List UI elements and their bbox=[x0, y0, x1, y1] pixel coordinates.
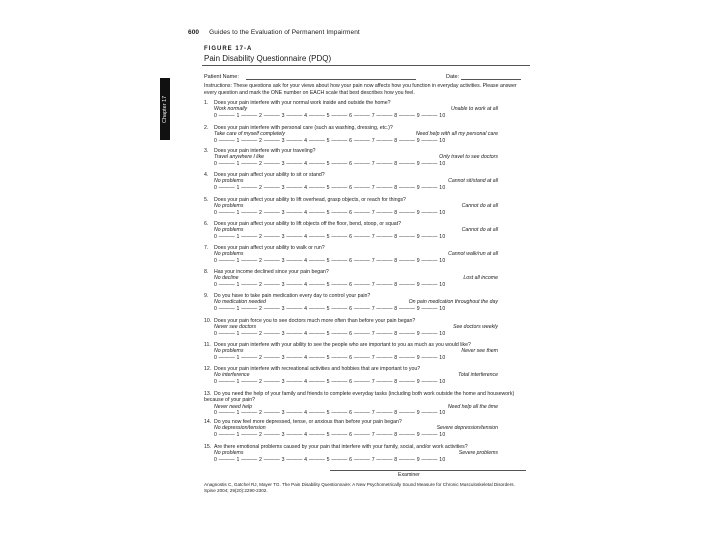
page-number: 600 bbox=[188, 29, 200, 36]
question-prompt: Are there emotional problems caused by your pain that interfere with your family, social, and/or work activities? bbox=[214, 444, 468, 450]
question-prompt: Does your pain interfere with your normal work inside and outside the home? bbox=[214, 100, 391, 106]
scale-left-anchor: No problems bbox=[214, 251, 244, 258]
question-item bbox=[204, 245, 526, 264]
rating-scale[interactable]: 0 ——— 1 ——— 2 ——— 3 ——— 4 ——— 5 ——— 6 ——— 7 ——— 8 ——— 9 ——— 10 bbox=[214, 330, 446, 337]
question-number: 10. bbox=[204, 318, 212, 324]
citation: Anagnostis C, Gatchel RJ, Mayer TG. The Pain Disability Questionnaire: A New Psychometrically Sound Measure for Chronic Musculoskeletal Disorders. Spine 2004; 29(20):2290-2302. bbox=[204, 482, 515, 493]
question-number: 14. bbox=[204, 419, 212, 425]
figure-title: Pain Disability Questionnaire (PDQ) bbox=[204, 54, 332, 63]
rating-scale[interactable]: 0 ——— 1 ——— 2 ——— 3 ——— 4 ——— 5 ——— 6 ——— 7 ——— 8 ——— 9 ——— 10 bbox=[214, 410, 446, 417]
question-number: 3. bbox=[204, 148, 209, 154]
rating-scale[interactable]: 0 ——— 1 ——— 2 ——— 3 ——— 4 ——— 5 ——— 6 ——— 7 ——— 8 ——— 9 ——— 10 bbox=[214, 305, 446, 312]
patient-name-label: Patient Name: bbox=[204, 74, 239, 80]
rating-scale[interactable]: 0 ——— 1 ——— 2 ——— 3 ——— 4 ——— 5 ——— 6 ——— 7 ——— 8 ——— 9 ——— 10 bbox=[214, 160, 446, 167]
scale-right-anchor: Cannot sit/stand at all bbox=[448, 178, 498, 185]
question-number: 1. bbox=[204, 100, 209, 106]
scale-right-anchor: Cannot do at all bbox=[461, 203, 498, 210]
question-text bbox=[204, 391, 526, 404]
question-item bbox=[204, 391, 526, 417]
question-prompt: Does your pain affect your ability to lift objects off the floor, bend, stoop, or squat? bbox=[214, 221, 401, 227]
question-number: 8. bbox=[204, 269, 209, 275]
scale-left-anchor: No problems bbox=[214, 178, 244, 185]
running-header bbox=[188, 29, 360, 36]
scale-anchors bbox=[204, 106, 526, 112]
question-item bbox=[204, 148, 526, 167]
question-prompt: Does your pain interfere with your traveling? bbox=[214, 148, 316, 154]
patient-name-field[interactable] bbox=[246, 73, 416, 80]
figure-label: FIGURE 17-A bbox=[204, 46, 253, 52]
question-item bbox=[204, 419, 526, 438]
instructions: Instructions: These questions ask for your views about how your pain now affects how you function in everyday activities. Please answer every question and mark the ONE number on EACH scale that best describes how you feel. bbox=[204, 83, 517, 96]
scale-right-anchor: See doctors weekly bbox=[453, 324, 498, 331]
question-prompt: Does your pain interfere with your ability to see the people who are important to you as much as you would like? bbox=[214, 342, 471, 348]
scale-left-anchor: Work normally bbox=[214, 106, 248, 113]
rating-scale[interactable]: 0 ——— 1 ——— 2 ——— 3 ——— 4 ——— 5 ——— 6 ——— 7 ——— 8 ——— 9 ——— 10 bbox=[214, 431, 446, 438]
question-number: 15. bbox=[204, 444, 212, 450]
rating-scale[interactable]: 0 ——— 1 ——— 2 ——— 3 ——— 4 ——— 5 ——— 6 ——— 7 ——— 8 ——— 9 ——— 10 bbox=[214, 112, 446, 119]
chapter-side-tab: Chapter 17 bbox=[160, 78, 170, 140]
question-item bbox=[204, 366, 526, 385]
scale-anchors bbox=[204, 275, 526, 281]
question-prompt: Do you now feel more depressed, tense, or anxious than before your pain began? bbox=[214, 419, 402, 425]
rating-scale[interactable]: 0 ——— 1 ——— 2 ——— 3 ——— 4 ——— 5 ——— 6 ——— 7 ——— 8 ——— 9 ——— 10 bbox=[214, 281, 446, 288]
question-prompt: Does your pain force you to see doctors much more often than before your pain began? bbox=[214, 318, 416, 324]
date-field[interactable] bbox=[461, 73, 521, 80]
examiner-label: Examiner bbox=[398, 472, 420, 478]
question-number: 7. bbox=[204, 245, 209, 251]
rating-scale[interactable]: 0 ——— 1 ——— 2 ——— 3 ——— 4 ——— 5 ——— 6 ——— 7 ——— 8 ——— 9 ——— 10 bbox=[214, 233, 446, 240]
scale-anchors bbox=[204, 404, 526, 410]
rating-scale[interactable]: 0 ——— 1 ——— 2 ——— 3 ——— 4 ——— 5 ——— 6 ——— 7 ——— 8 ——— 9 ——— 10 bbox=[214, 257, 446, 264]
title-rule bbox=[202, 65, 530, 66]
scale-right-anchor: Lost all income bbox=[463, 275, 498, 282]
question-item bbox=[204, 342, 526, 361]
rating-scale[interactable]: 0 ——— 1 ——— 2 ——— 3 ——— 4 ——— 5 ——— 6 ——— 7 ——— 8 ——— 9 ——— 10 bbox=[214, 354, 446, 361]
scale-right-anchor: Unable to work at all bbox=[451, 106, 498, 113]
scale-right-anchor: Never see them bbox=[461, 348, 498, 355]
date-label: Date: bbox=[446, 74, 460, 80]
question-prompt: Does your pain interfere with personal care (such as washing, dressing, etc.)? bbox=[214, 125, 393, 131]
question-number: 5. bbox=[204, 197, 209, 203]
question-item bbox=[204, 221, 526, 240]
rating-scale[interactable]: 0 ——— 1 ——— 2 ——— 3 ——— 4 ——— 5 ——— 6 ——— 7 ——— 8 ——— 9 ——— 10 bbox=[214, 209, 446, 216]
scale-anchors bbox=[204, 227, 526, 233]
scale-left-anchor: Never need help bbox=[214, 403, 253, 410]
question-prompt: Has your income declined since your pain began? bbox=[214, 269, 329, 275]
scale-anchors bbox=[204, 299, 526, 305]
scale-left-anchor: Never see doctors bbox=[214, 324, 257, 331]
scale-anchors bbox=[204, 251, 526, 257]
question-prompt: Does your pain affect your ability to sit or stand? bbox=[214, 172, 325, 178]
question-number: 6. bbox=[204, 221, 209, 227]
scale-left-anchor: No medication needed bbox=[214, 299, 266, 306]
rating-scale[interactable]: 0 ——— 1 ——— 2 ——— 3 ——— 4 ——— 5 ——— 6 ——— 7 ——— 8 ——— 9 ——— 10 bbox=[214, 137, 446, 144]
question-item bbox=[204, 293, 526, 312]
scale-anchors bbox=[204, 178, 526, 184]
question-prompt: Does your pain affect your ability to lift overhead, grasp objects, or reach for things? bbox=[214, 197, 406, 203]
scale-left-anchor: No problems bbox=[214, 203, 244, 210]
scale-left-anchor: No problems bbox=[214, 450, 244, 457]
scale-right-anchor: On pain medication throughout the day bbox=[408, 299, 498, 306]
question-number: 11. bbox=[204, 342, 211, 348]
question-item bbox=[204, 125, 526, 144]
question-prompt: Does your pain affect your ability to walk or run? bbox=[214, 245, 325, 251]
scale-anchors bbox=[204, 203, 526, 209]
scale-left-anchor: No depression/tension bbox=[214, 425, 266, 432]
scale-right-anchor: Severe depression/tension bbox=[436, 425, 498, 432]
scale-right-anchor: Severe problems bbox=[458, 450, 498, 457]
scale-right-anchor: Only travel to see doctors bbox=[439, 154, 498, 161]
rating-scale[interactable]: 0 ——— 1 ——— 2 ——— 3 ——— 4 ——— 5 ——— 6 ——— 7 ——— 8 ——— 9 ——— 10 bbox=[214, 184, 446, 191]
question-prompt: Do you need the help of your family and friends to complete everyday tasks (including both work outside the home and housework) because of your pain? bbox=[204, 391, 515, 404]
question-number: 2. bbox=[204, 125, 209, 131]
question-item bbox=[204, 100, 526, 119]
scale-anchors bbox=[204, 372, 526, 378]
question-item bbox=[204, 172, 526, 191]
scale-right-anchor: Cannot walk/run at all bbox=[448, 251, 498, 258]
scale-right-anchor: Need help with all my personal care bbox=[415, 131, 498, 138]
question-number: 12. bbox=[204, 366, 212, 372]
question-item bbox=[204, 444, 526, 463]
scale-left-anchor: No decline bbox=[214, 275, 239, 282]
scale-left-anchor: Travel anywhere I like bbox=[214, 154, 265, 161]
scale-anchors bbox=[204, 425, 526, 431]
question-prompt: Do you have to take pain medication every day to control your pain? bbox=[214, 293, 371, 299]
scale-anchors bbox=[204, 348, 526, 354]
question-prompt: Does your pain interfere with recreational activities and hobbies that are important to you? bbox=[214, 366, 421, 372]
patient-name-row bbox=[204, 73, 460, 80]
examiner-line[interactable] bbox=[330, 470, 526, 471]
scale-right-anchor: Need help all the time bbox=[447, 403, 498, 410]
question-number: 4. bbox=[204, 172, 209, 178]
scale-anchors bbox=[204, 154, 526, 160]
question-item bbox=[204, 197, 526, 216]
book-title: Guides to the Evaluation of Permanent Impairment bbox=[209, 29, 360, 36]
scale-right-anchor: Cannot do at all bbox=[461, 227, 498, 234]
question-number: 9. bbox=[204, 293, 209, 299]
scale-anchors bbox=[204, 450, 526, 456]
scale-anchors bbox=[204, 131, 526, 137]
scale-left-anchor: Take care of myself completely bbox=[214, 131, 286, 138]
question-item bbox=[204, 318, 526, 337]
rating-scale[interactable]: 0 ——— 1 ——— 2 ——— 3 ——— 4 ——— 5 ——— 6 ——— 7 ——— 8 ——— 9 ——— 10 bbox=[214, 378, 446, 385]
question-item bbox=[204, 269, 526, 288]
scale-anchors bbox=[204, 324, 526, 330]
scale-right-anchor: Total interference bbox=[458, 372, 498, 379]
scale-left-anchor: No problems bbox=[214, 227, 244, 234]
scale-left-anchor: No problems bbox=[214, 348, 244, 355]
question-number: 13. bbox=[204, 391, 212, 397]
scale-left-anchor: No interference bbox=[214, 372, 250, 379]
rating-scale[interactable]: 0 ——— 1 ——— 2 ——— 3 ——— 4 ——— 5 ——— 6 ——— 7 ——— 8 ——— 9 ——— 10 bbox=[214, 456, 446, 463]
